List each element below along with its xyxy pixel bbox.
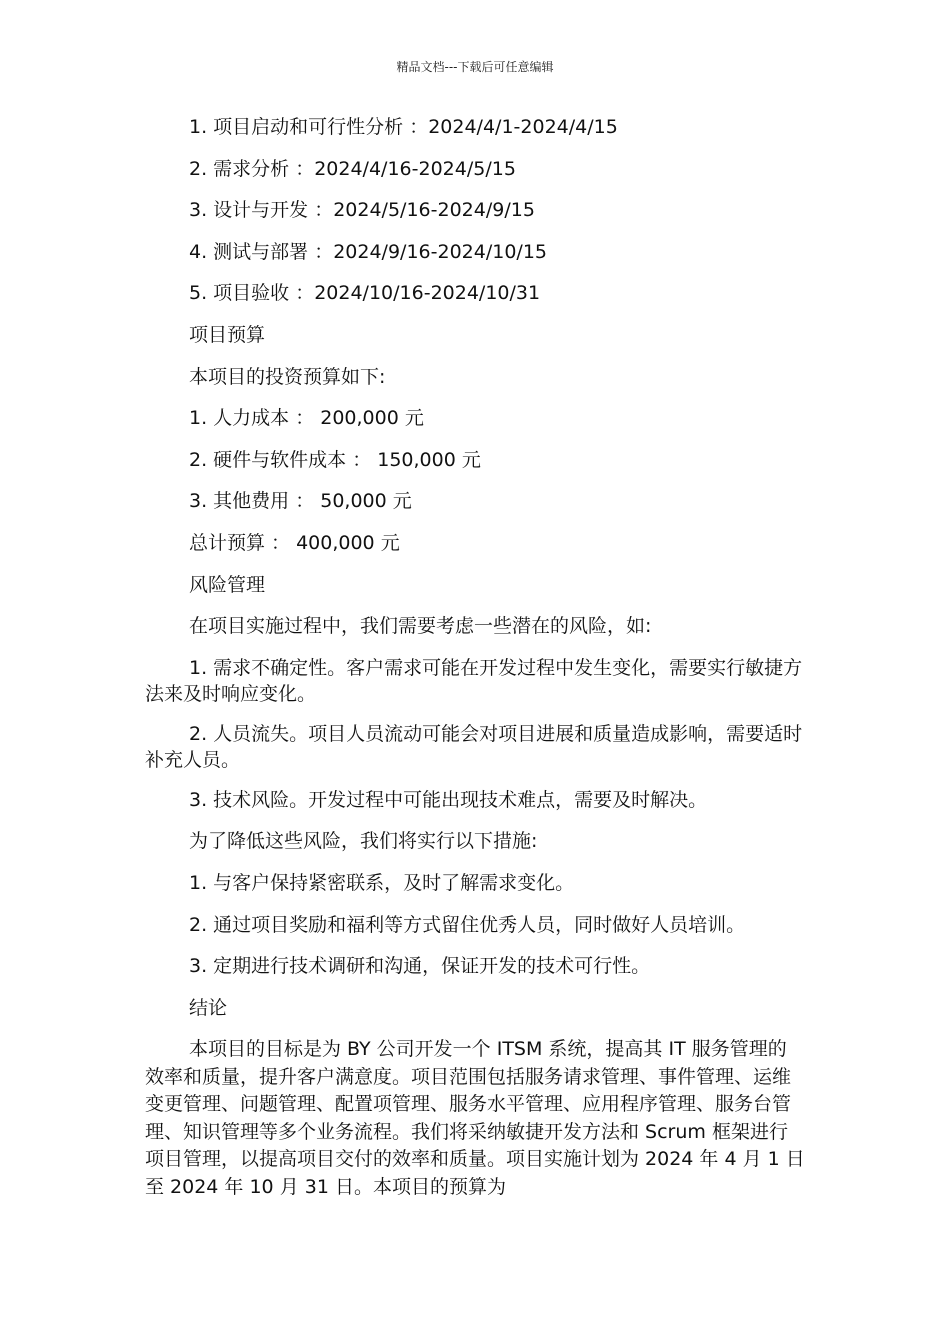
measures-intro: 为了降低这些风险，我们将实行以下措施:: [189, 830, 538, 853]
risk-item-1: 1. 需求不确定性。客户需求可能在开发过程中发生变化，需要实行敏捷方法来及时响应变化。: [145, 656, 803, 705]
budget-intro: 本项目的投资预算如下:: [189, 365, 386, 388]
section-heading-budget: 项目预算: [189, 323, 266, 346]
schedule-item-4: 4. 测试与部署 ：2024/9/16-2024/10/15: [189, 240, 547, 263]
conclusion-paragraph: 本项目的目标是为 BY 公司开发一个 ITSM 系统，提高其 IT 服务管理的效率和质量，提升客户满意度。项目范围包括服务请求管理、事件管理、运维变更管理、问题管理、配置项管理、服务水平管理、应用程序管理、服务台管理、知识管理等多个业务流程。我们将采纳敏捷开发方法和 Scrum 框架进行项目管理，以提高项目交付的效率和质量。项目实施计划为 2024 年 4 月 1 日至 2024 年 10 月 31 日。本项目的预算为: [145, 1038, 805, 1198]
budget-item-1: 1. 人力成本 ： 200,000 元: [189, 407, 424, 430]
section-heading-conclusion: 结论: [189, 996, 228, 1019]
measure-item-1: 1. 与客户保持紧密联系，及时了解需求变化。: [189, 871, 575, 894]
page-header: 精品文档---下载后可任意编辑: [396, 60, 554, 74]
risk-item-3: 3. 技术风险。开发过程中可能出现技术难点，需要及时解决。: [189, 788, 708, 811]
budget-total: 总计预算 ： 400,000 元: [189, 531, 400, 554]
section-heading-risk: 风险管理: [189, 573, 266, 596]
schedule-item-3: 3. 设计与开发 ：2024/5/16-2024/9/15: [189, 199, 535, 222]
risk-item-2: 2. 人员流失。项目人员流动可能会对项目进展和质量造成影响，需要适时补充人员。: [145, 722, 803, 771]
schedule-item-1: 1. 项目启动和可行性分析 ：2024/4/1-2024/4/15: [189, 116, 618, 138]
measure-item-3: 3. 定期进行技术调研和沟通，保证开发的技术可行性。: [189, 955, 651, 978]
budget-item-3: 3. 其他费用 ： 50,000 元: [189, 490, 412, 513]
schedule-item-2: 2. 需求分析 ：2024/4/16-2024/5/15: [189, 157, 516, 180]
document-body: [145, 114, 805, 1217]
measure-item-2: 2. 通过项目奖励和福利等方式留住优秀人员，同时做好人员培训。: [189, 913, 746, 936]
schedule-item-5: 5. 项目验收 ：2024/10/16-2024/10/31: [189, 282, 541, 305]
risk-intro: 在项目实施过程中，我们需要考虑一些潜在的风险，如:: [189, 615, 652, 638]
budget-item-2: 2. 硬件与软件成本 ： 150,000 元: [189, 448, 481, 471]
